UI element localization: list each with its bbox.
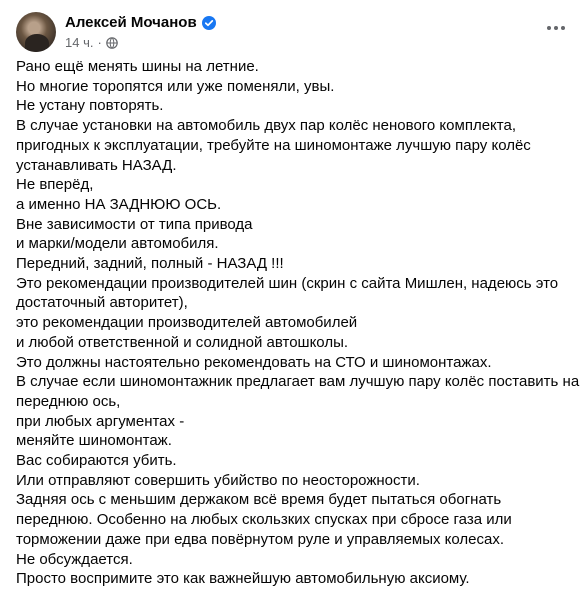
- post-text-line: Это рекомендации производителей шин (скрин с сайта Мишлен, надеюсь это: [16, 274, 559, 292]
- post-meta: [65, 13, 216, 52]
- post-text-line: Не устану повторять.: [16, 97, 164, 115]
- post-text-line: Это должны настоятельно рекомендовать на СТО и шиномонтажах.: [16, 353, 492, 371]
- post-text-line: Передний, задний, полный - НАЗАД !!!: [16, 255, 284, 273]
- post-text-line: Вне зависимости от типа привода: [16, 215, 253, 233]
- post-text-line: В случае если шиномонтажник предлагает вам лучшую пару колёс поставить на: [16, 373, 580, 391]
- post-text-line: Просто воспримите это как важнейшую автомобильную аксиому.: [16, 570, 470, 588]
- post-text-line: В случае установки на автомобиль двух пар колёс ненового комплекта,: [16, 117, 516, 135]
- globe-icon[interactable]: [106, 37, 118, 49]
- post-text-line: и марки/модели автомобиля.: [16, 235, 219, 253]
- post-text-line: Не обсуждается.: [16, 550, 133, 568]
- author-name[interactable]: Алексей Мочанов: [65, 14, 197, 31]
- post-text-line: Или отправляют совершить убийство по неосторожности.: [16, 471, 420, 489]
- post-text-line: при любых аргументах -: [16, 412, 185, 430]
- verified-badge-icon: [202, 16, 216, 30]
- post-text-line: торможении даже при едва повёрнутом руле и управляемых колесах.: [16, 530, 505, 548]
- post-subline: [65, 34, 216, 52]
- post-text-line: достаточный авторитет),: [16, 294, 188, 312]
- more-options-button[interactable]: [539, 16, 573, 40]
- post-text-line: Задняя ось с меньшим держаком всё время будет пытаться обогнать: [16, 491, 502, 509]
- post-text-line: устанавливать НАЗАД.: [16, 156, 177, 174]
- post-text-line: Рано ещё менять шины на летние.: [16, 58, 259, 75]
- author-avatar[interactable]: [16, 12, 56, 52]
- post-text-line: Вас собираются убить.: [16, 452, 177, 470]
- more-horizontal-icon: [547, 26, 565, 30]
- separator-dot: ·: [97, 35, 102, 50]
- post-text-line: Но многие торопятся или уже поменяли, увы.: [16, 77, 335, 95]
- post-text-line: пригодных к эксплуатации, требуйте на шиномонтаже лучшую пару колёс: [16, 136, 531, 154]
- post-text-line: и любой ответственной и солидной автошколы.: [16, 333, 349, 351]
- post-text-line: это рекомендации производителей автомобилей: [16, 314, 358, 332]
- post-text: [16, 57, 580, 589]
- post-timestamp[interactable]: 14 ч.: [65, 35, 94, 50]
- post-text-line: меняйте шиномонтаж.: [16, 432, 172, 450]
- author-row: [65, 13, 216, 33]
- post-text-line: а именно НА ЗАДНЮЮ ОСЬ.: [16, 195, 222, 213]
- post-text-line: переднюю. Особенно на любых скользких спусках при сбросе газа или: [16, 511, 512, 529]
- post-text-line: переднюю ось,: [16, 392, 121, 410]
- post-header: [16, 12, 216, 52]
- post-text-line: Не вперёд,: [16, 176, 94, 194]
